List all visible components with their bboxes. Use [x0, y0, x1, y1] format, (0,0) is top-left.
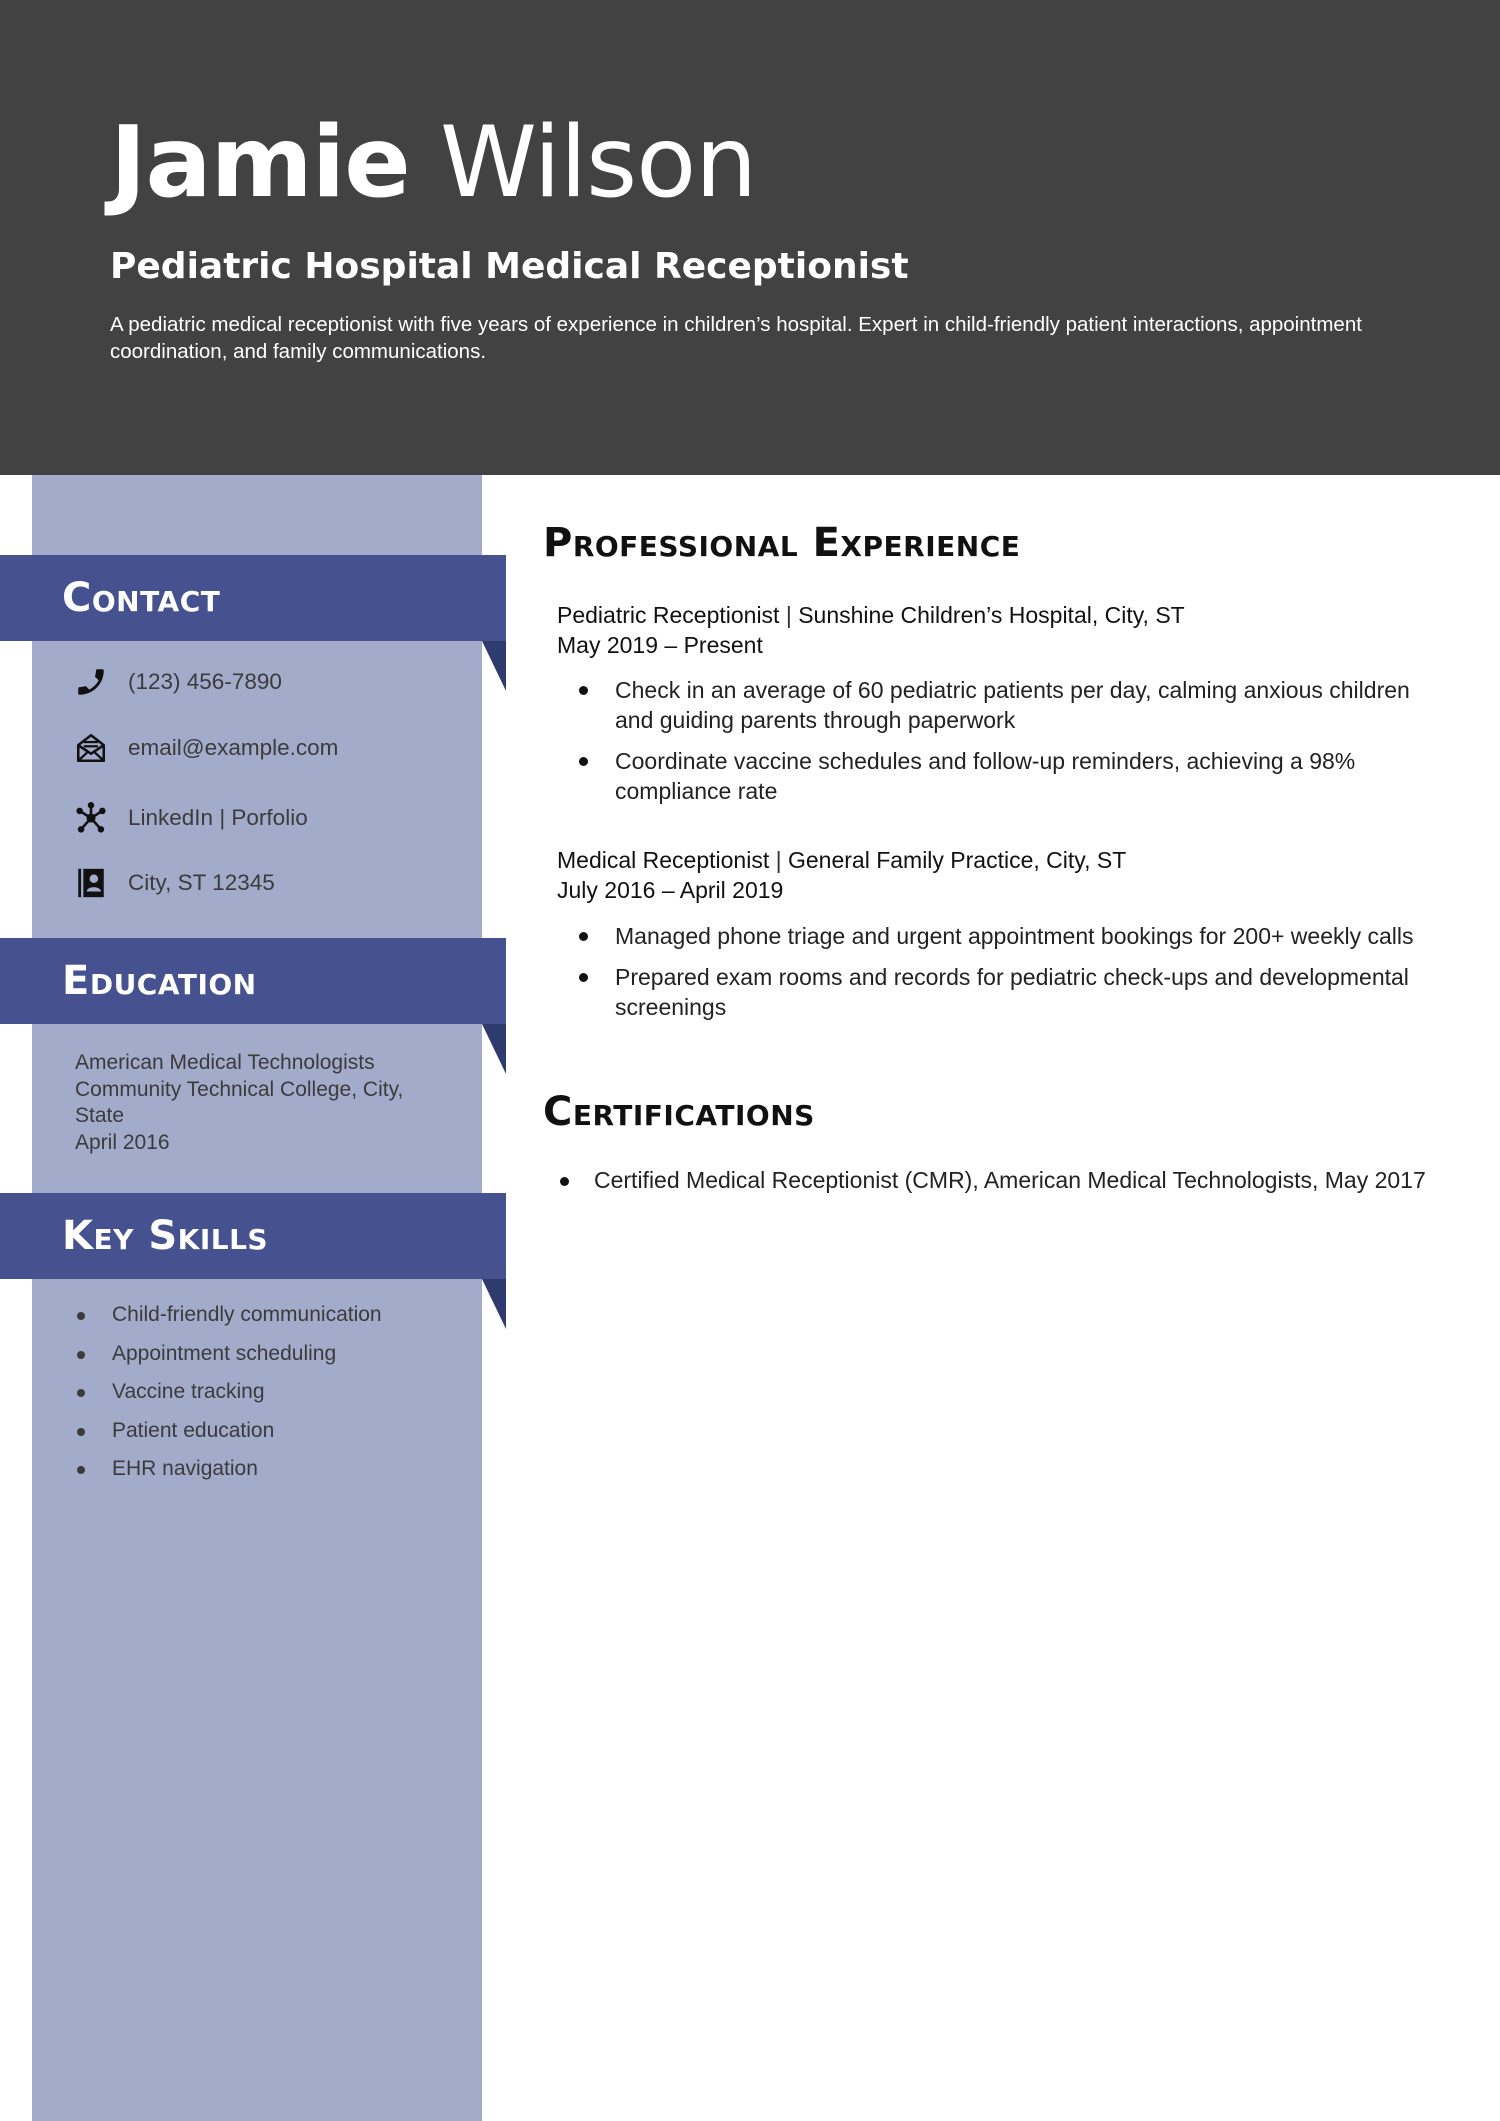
separator: |	[785, 602, 792, 628]
list-item: Prepared exam rooms and records for pediatric check-ups and developmental screenings	[557, 962, 1427, 1022]
list-item: Managed phone triage and urgent appointment bookings for 200+ weekly calls	[557, 921, 1427, 951]
list-item: Appointment scheduling	[75, 1342, 382, 1381]
name	[110, 106, 757, 220]
education-line: Community Technical College, City,	[75, 1077, 404, 1101]
job-role: Medical Receptionist	[557, 847, 770, 873]
list-item: Check in an average of 60 pediatric patients per day, calming anxious children and guiding parents through paperwork	[557, 675, 1427, 735]
sidebar	[32, 475, 482, 2121]
job-role: Pediatric Receptionist	[557, 602, 780, 628]
last-name: Wilson	[439, 106, 757, 220]
job-header	[557, 845, 1126, 905]
list-item: Patient education	[75, 1419, 382, 1458]
education-line: State	[75, 1104, 125, 1127]
education-details	[75, 1050, 455, 1156]
list-item: Vaccine tracking	[75, 1380, 382, 1419]
education-line: April 2016	[75, 1130, 170, 1154]
phone-text: (123) 456-7890	[128, 669, 282, 694]
separator: |	[775, 847, 782, 873]
job-title: Pediatric Hospital Medical Receptionist	[110, 246, 909, 287]
experience-heading: Professional Experience	[543, 520, 1021, 566]
contact-banner	[0, 555, 506, 641]
phone-icon	[74, 665, 108, 699]
job-bullets	[557, 675, 1427, 817]
list-item: Certified Medical Receptionist (CMR), American Medical Technologists, May 2017	[557, 1166, 1437, 1195]
education-banner	[0, 938, 506, 1024]
skills-list	[75, 1303, 382, 1496]
job-employer: General Family Practice, City, ST	[787, 847, 1127, 873]
links-text[interactable]: LinkedIn | Porfolio	[128, 805, 308, 830]
education-line: American Medical Technologists	[75, 1051, 375, 1074]
header	[0, 0, 1500, 475]
skills-banner-fold	[482, 1279, 506, 1329]
contact-address	[74, 864, 474, 904]
network-icon	[74, 801, 108, 835]
certifications-list	[557, 1166, 1437, 1195]
contact-phone	[74, 663, 474, 703]
summary: A pediatric medical receptionist with five years of experience in children’s hospital. Expert in child-friendly patient interactions, appointment coordination, and family communications.	[110, 313, 1362, 363]
job-dates: May 2019 – Present	[557, 632, 763, 658]
certifications-heading: Certifications	[543, 1089, 815, 1135]
contact-links[interactable]	[74, 799, 474, 839]
first-name: Jamie	[110, 106, 410, 220]
list-item: EHR navigation	[75, 1457, 382, 1496]
skills-banner	[0, 1193, 506, 1279]
job-employer: Sunshine Children’s Hospital, City, ST	[798, 602, 1185, 628]
list-item: Child-friendly communication	[75, 1303, 382, 1342]
list-item: Coordinate vaccine schedules and follow-up reminders, achieving a 98% compliance rate	[557, 746, 1427, 806]
email-text[interactable]: email@example.com	[128, 735, 339, 760]
job-header	[557, 600, 1185, 660]
contact-email[interactable]	[74, 729, 474, 769]
envelope-icon	[74, 731, 108, 765]
contact-card-icon	[74, 866, 108, 900]
job-dates: July 2016 – April 2019	[557, 877, 784, 903]
education-banner-fold	[482, 1024, 506, 1074]
job-bullets	[557, 921, 1427, 1033]
contact-banner-fold	[482, 641, 506, 691]
education-heading: Education	[62, 958, 257, 1004]
skills-heading: Key Skills	[62, 1213, 269, 1259]
contact-heading: Contact	[62, 575, 221, 621]
address-text: City, ST 12345	[128, 870, 275, 895]
